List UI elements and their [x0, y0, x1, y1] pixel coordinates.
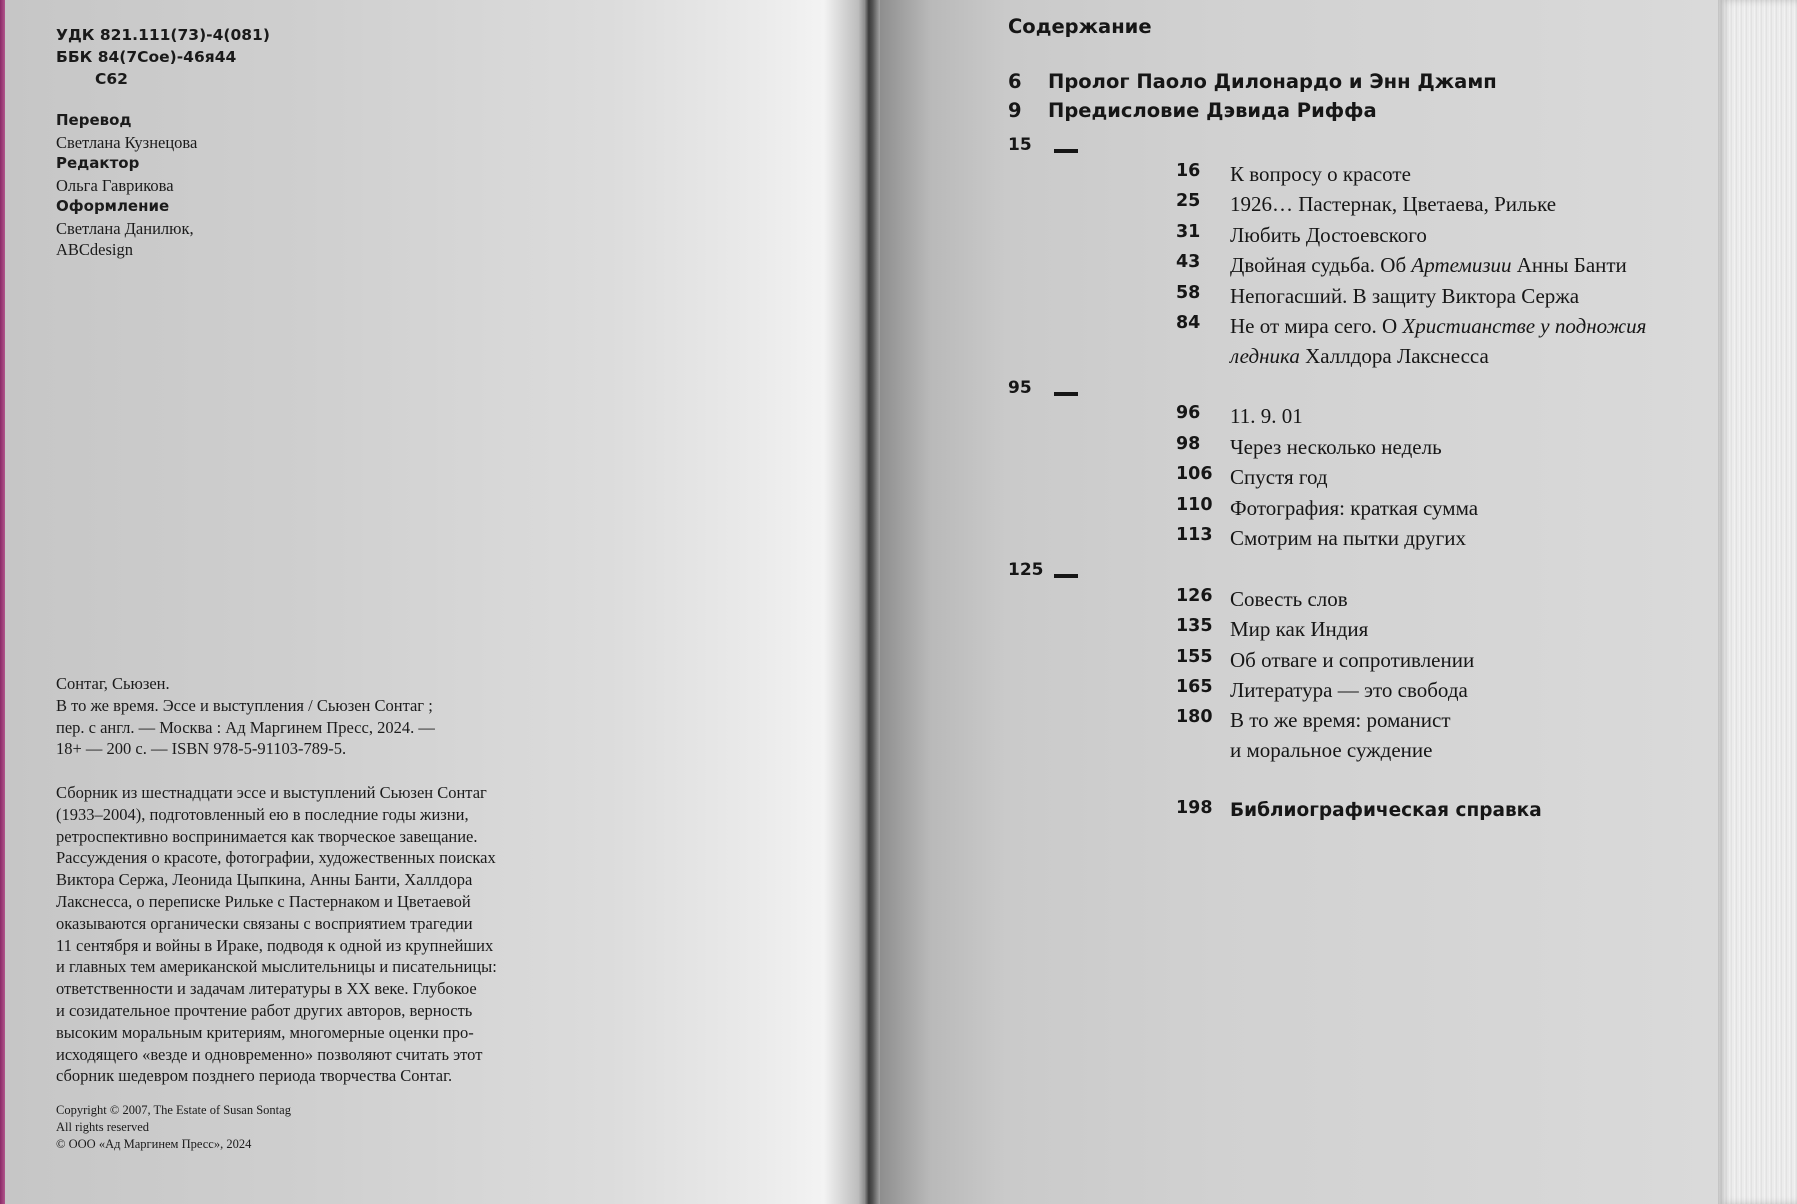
catalog-codes	[56, 24, 270, 90]
toc-entry-title: 11. 9. 01	[1230, 404, 1303, 428]
toc-page-number: 126	[1176, 586, 1213, 606]
toc-section-3	[1008, 560, 1044, 580]
abstract-line: Сборник из шестнадцати эссе и выступлений Сьюзен Сонтаг	[56, 783, 487, 802]
book-abstract	[56, 782, 586, 1087]
toc-page-number: 98	[1176, 434, 1201, 454]
toc-entry-italic: Артемизии	[1411, 253, 1512, 277]
toc-page-number: 180	[1176, 707, 1213, 727]
toc-page-number: 96	[1176, 403, 1201, 423]
designer-name-line1: Светлана Данилюк,	[56, 218, 194, 238]
page-edges	[1718, 0, 1797, 1204]
author-mark: С62	[95, 70, 128, 88]
toc-page-number: 113	[1176, 525, 1213, 545]
abstract-line: Виктора Сержа, Леонида Цыпкина, Анны Банти, Халлдора	[56, 870, 473, 890]
copyright-line: © ООО «Ад Маргинем Пресс», 2024	[56, 1137, 252, 1151]
abstract-line: исходящего «везде и одновременно» позволяют считать этот	[56, 1044, 483, 1064]
toc-section-page: 95	[1008, 378, 1032, 398]
editor-role: Редактор	[56, 154, 140, 172]
copyright-line: Copyright © 2007, The Estate of Susan Sontag	[56, 1103, 291, 1117]
abstract-line: сборник шедевром позднего периода творчества Сонтаг.	[56, 1066, 453, 1086]
toc-entry-text: Анны Банти	[1511, 253, 1627, 277]
translation-role: Перевод	[56, 111, 132, 129]
toc-page-number: 106	[1176, 464, 1213, 484]
abstract-line: (1933–2004), подготовленный ею в последние годы жизни,	[56, 804, 469, 824]
toc-page-number: 110	[1176, 495, 1213, 515]
abstract-line: 11 сентября и войны в Ираке, подводя к одной из крупнейших	[56, 935, 494, 955]
toc-bibliography-label: Библиографическая справка	[1230, 800, 1542, 821]
toc-entry-title: Мир как Индия	[1230, 617, 1369, 641]
copyright-block	[56, 1102, 291, 1153]
abstract-line: и созидательное прочтение работ других авторов, верность	[56, 1000, 473, 1020]
toc-entry-title: Непогасший. В защиту Виктора Сержа	[1230, 284, 1580, 308]
toc-entry-title: Об отваге и сопротивлении	[1230, 648, 1475, 672]
toc-page-number: 9	[1008, 99, 1022, 122]
toc-section-1	[1008, 135, 1032, 155]
toc-section-page: 125	[1008, 560, 1044, 580]
toc-entry-text: Не от мира сего. О	[1230, 314, 1403, 338]
abstract-line: и главных тем американской мыслительницы и писательницы:	[56, 957, 497, 977]
biblio-line: пер. с англ. — Москва : Ад Маргинем Пресс, 2024. —	[56, 717, 435, 737]
abstract-line: Лакснесса, о переписке Рильке с Пастернаком и Цветаевой	[56, 891, 471, 911]
biblio-line: Сонтаг, Сьюзен.	[56, 674, 170, 693]
toc-entry-text: Халлдора Лакснесса	[1299, 344, 1489, 368]
toc-preface-label: Предисловие Дэвида Риффа	[1048, 99, 1377, 122]
abstract-line: ответственности и задачам литературы в XX веке. Глубокое	[56, 979, 477, 999]
toc-entry-title: 1926… Пастернак, Цветаева, Рильке	[1230, 192, 1557, 216]
bbk-code: ББК 84(7Сое)-46я44	[56, 48, 237, 66]
toc-page-number: 58	[1176, 283, 1201, 303]
book-gutter	[864, 0, 880, 1204]
toc-page-number: 84	[1176, 313, 1201, 333]
copyright-line: All rights reserved	[56, 1120, 150, 1134]
toc-entry-title-line2	[1230, 341, 1489, 371]
abstract-line: Рассуждения о красоте, фотографии, художественных поисках	[56, 848, 496, 868]
toc-entry-title-line2: и моральное суждение	[1230, 738, 1433, 762]
toc-entry-title: Совесть слов	[1230, 587, 1348, 611]
toc-page-number: 155	[1176, 647, 1213, 667]
section-dash	[1054, 574, 1078, 578]
toc-entry-title: Смотрим на пытки других	[1230, 526, 1467, 550]
section-dash	[1054, 149, 1078, 153]
udk-code: УДК 821.111(73)-4(081)	[56, 26, 270, 44]
toc-entry-title	[1230, 311, 1646, 341]
toc-entry-italic: Христианстве у подножия	[1402, 314, 1647, 338]
credits-block	[56, 110, 197, 261]
toc-page-number: 25	[1176, 191, 1201, 211]
toc-title: Содержание	[1008, 15, 1152, 38]
biblio-line: В то же время. Эссе и выступления / Сьюзен Сонтаг ;	[56, 695, 433, 715]
editor-name: Ольга Гаврикова	[56, 175, 174, 195]
toc-entry-title: Фотография: краткая сумма	[1230, 496, 1479, 520]
toc-entry-title: Литература — это свобода	[1230, 678, 1468, 702]
toc-page-number: 31	[1176, 222, 1201, 242]
toc-entry-title: Спустя год	[1230, 465, 1328, 489]
toc-prologue-label: Пролог Паоло Дилонардо и Энн Джамп	[1048, 70, 1497, 93]
toc-entry-text: Двойная судьба. Об	[1230, 253, 1412, 277]
designer-name-line2: ABCdesign	[56, 240, 134, 259]
toc-entry-title	[1230, 250, 1627, 280]
toc-entry-title: В то же время: романист	[1230, 708, 1451, 732]
abstract-line: оказываются органически связаны с восприятием трагедии	[56, 913, 473, 933]
toc-page-number: 43	[1176, 252, 1201, 272]
toc-entry-title: К вопросу о красоте	[1230, 162, 1411, 186]
design-role: Оформление	[56, 197, 170, 215]
toc-page-number: 135	[1176, 616, 1213, 636]
section-dash	[1054, 392, 1078, 396]
biblio-line: 18+ — 200 с. — ISBN 978-5-91103-789-5.	[56, 739, 347, 759]
toc-section-2	[1008, 378, 1032, 398]
abstract-line: ретроспективно воспринимается как творческое завещание.	[56, 826, 478, 846]
translator-name: Светлана Кузнецова	[56, 132, 198, 152]
toc-page-number: 165	[1176, 677, 1213, 697]
bibliographic-record	[56, 673, 576, 760]
toc-entry-italic: ледника	[1230, 344, 1300, 368]
toc-section-page: 15	[1008, 135, 1032, 155]
toc-page-number: 198	[1176, 798, 1213, 818]
toc-page-number: 16	[1176, 161, 1201, 181]
abstract-line: высоким моральным критериям, многомерные оценки про-	[56, 1022, 474, 1042]
toc-entry-title: Через несколько недель	[1230, 435, 1442, 459]
toc-page-number: 6	[1008, 70, 1022, 93]
toc-entry-title: Любить Достоевского	[1230, 223, 1427, 247]
